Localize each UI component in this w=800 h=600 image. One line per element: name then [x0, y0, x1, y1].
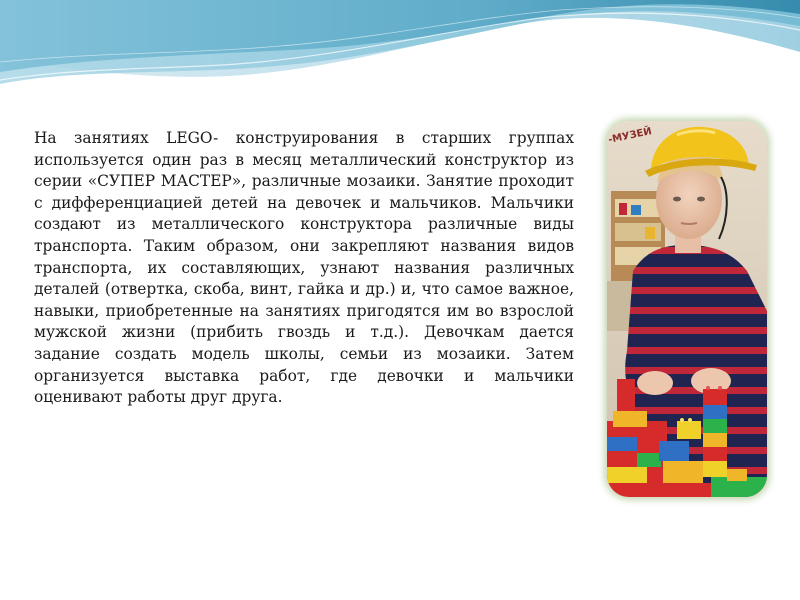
photo-boy-with-lego — [607, 121, 767, 497]
slide-body-text: На занятиях LEGO- конструирования в старших группах используется один раз в месяц металлический конструктор из серии «СУПЕР МАСТЕР», различные мозаики. Занятие проходит с дифференциацией детей на девочек и мальчиков. Мальчики создают из металлического конструктора различные виды транспорта. Таким образом, они закрепляют названия видов транспорта, их составляющих, узнают названия различных деталей (отвертка, скоба, винт, гайка и др.) и, что самое важное, навыки, приобретенные на занятиях пригодятся им во взрослой мужской жизни (прибить гвоздь и т.д.). Девочкам дается задание создать модель школы, семьи из мозаики. Затем организуется выставка работ, где девочки и мальчики оценивают работы друг друга. — [34, 129, 574, 407]
wave-header-decoration — [0, 0, 800, 110]
museum-sign-text: -МУЗЕЙ — [607, 126, 653, 146]
